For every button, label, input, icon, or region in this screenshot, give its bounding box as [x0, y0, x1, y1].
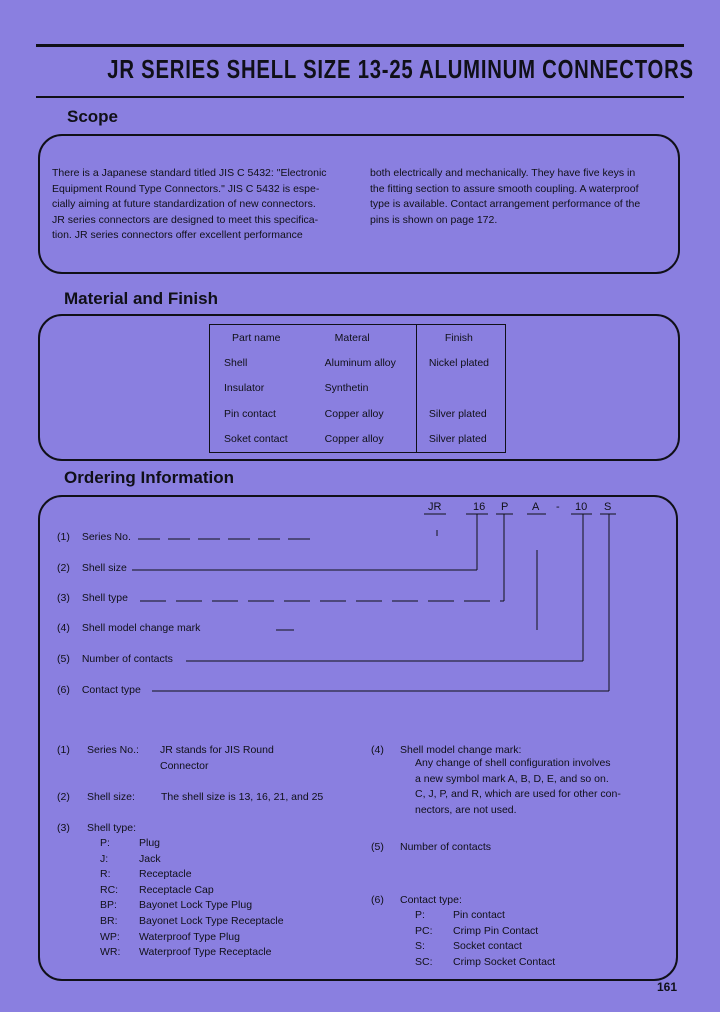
note-1-text: JR stands for JIS Round Connector: [160, 744, 274, 772]
list-item: R: Receptacle: [100, 868, 192, 881]
code-part-size: 16: [473, 501, 486, 513]
list-item: P: Plug: [100, 837, 161, 849]
page-number: 161: [657, 980, 678, 994]
note-4-text: Any change of shell configuration involves a new symbol mark A, B, D, E, and so on. C, J, P, and R, which are used for other con- nectors, are not used.: [415, 757, 621, 816]
note-2-label: Shell size:: [87, 791, 135, 803]
ordering-item: (4) Shell model change mark: [57, 622, 201, 634]
shell-type-list: [100, 836, 284, 961]
code-part-series: JR: [428, 501, 442, 513]
list-item: BR: Bayonet Lock Type Receptacle: [100, 914, 284, 927]
list-item: BP: Bayonet Lock Type Plug: [100, 899, 253, 912]
note-4-label: Shell model change mark:: [400, 744, 522, 756]
table-row: Pin contact Copper alloy Silver plated: [210, 401, 506, 427]
ordering-item: (2) Shell size: [57, 562, 127, 574]
list-item: WP: Waterproof Type Plug: [100, 930, 240, 943]
table-row: Insulator Synthetin: [210, 376, 506, 402]
note-1: (1): [57, 744, 70, 756]
table-row: Soket contact Copper alloy Silver plated: [210, 427, 506, 453]
code-part-contact-type: S: [604, 501, 612, 513]
list-item: PC: Crimp Pin Contact: [415, 924, 539, 937]
code-part-contacts: 10: [575, 501, 588, 513]
list-item: RC: Receptacle Cap: [100, 883, 214, 896]
ordering-item: (5) Number of contacts: [57, 653, 173, 665]
material-heading: Material and Finish: [64, 289, 218, 308]
note-2-text: The shell size is 13, 16, 21, and 25: [161, 791, 324, 803]
list-item: WR: Waterproof Type Receptacle: [100, 946, 272, 959]
table-row: Shell Aluminum alloy Nickel plated: [210, 350, 506, 376]
contact-type-list: [415, 908, 555, 970]
note-2-num: (2): [57, 791, 70, 803]
table-row: Part name Materal Finish: [210, 325, 506, 351]
ordering-heading: Ordering Information: [64, 468, 234, 487]
note-3-label: Shell type:: [87, 822, 137, 834]
code-part-change: A: [532, 501, 540, 513]
note-4-num: (4): [371, 744, 384, 756]
note-6-num: (6): [371, 894, 384, 906]
page-title: JR SERIES SHELL SIZE 13-25 ALUMINUM CONNECTORS: [107, 54, 694, 84]
list-item: SC: Crimp Socket Contact: [415, 955, 556, 968]
scope-left-text: There is a Japanese standard titled JIS C 5432: "Electronic Equipment Round Type Connectors." JIS C 5432 is espe- cially aiming at future standardization of new connectors. JR series connectors are designed to meet this specifica- tion. JR series connectors offer excellent performance: [52, 167, 327, 242]
note-3-num: (3): [57, 822, 70, 834]
ordering-item: (1) Series No.: [57, 531, 131, 543]
list-item: P: Pin contact: [415, 909, 505, 921]
scope-right-text: both electrically and mechanically. They have five keys in the fitting section to assure smooth coupling. A waterproof type is available. Contact arrangement performance of the pins is shown on page 172.: [370, 167, 641, 226]
ordering-item: (6) Contact type: [57, 684, 141, 696]
note-1-label: Series No.:: [87, 744, 139, 756]
ordering-item: (3) Shell type: [57, 592, 128, 604]
list-item: S: Socket contact: [415, 940, 522, 953]
code-part-type: P: [501, 501, 509, 513]
list-item: J: Jack: [100, 852, 161, 865]
note-5-num: (5): [371, 841, 384, 853]
scope-heading: Scope: [67, 107, 119, 126]
note-5-label: Number of contacts: [400, 841, 492, 853]
note-6-label: Contact type:: [400, 894, 462, 906]
code-part-dash: -: [556, 501, 560, 513]
